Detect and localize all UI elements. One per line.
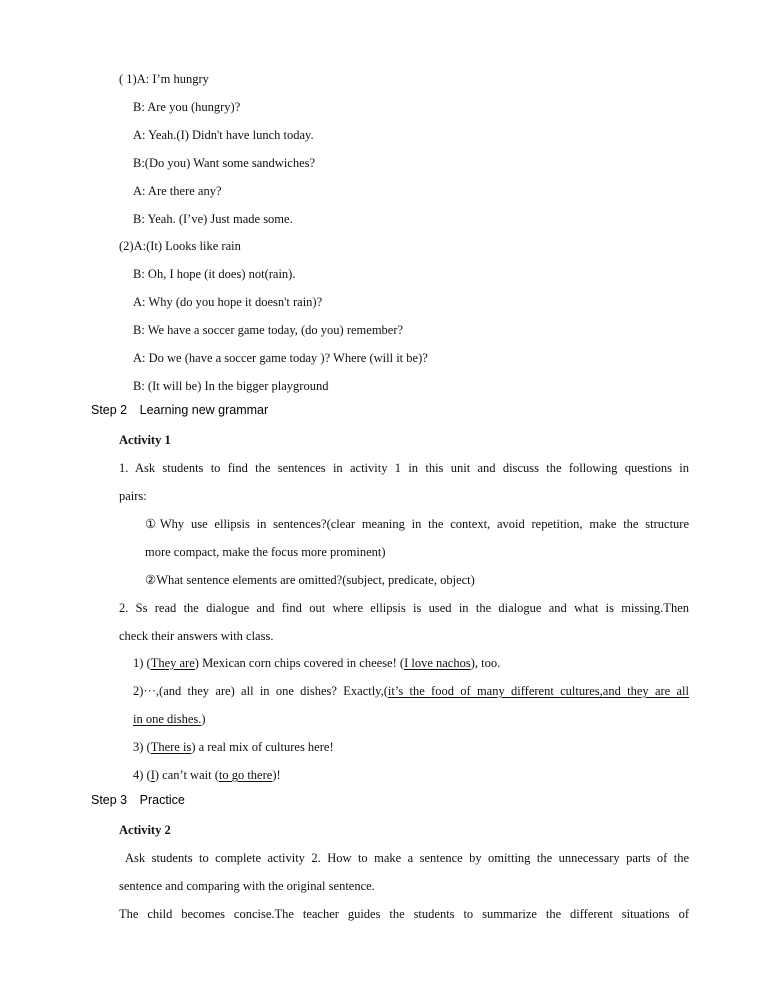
omitted-text: I love nachos	[404, 656, 471, 670]
dialogue-line: (2)A:(It) Looks like rain	[119, 239, 241, 253]
omitted-text: in one dishes.	[133, 712, 202, 726]
dialogue-line: B:(Do you) Want some sandwiches?	[133, 156, 316, 170]
paragraph-line: Ask students to complete activity 2. How to make a sentence by omitting the unnecessary parts of the	[125, 851, 689, 865]
paragraph-line: more compact, make the focus more prominent)	[145, 545, 386, 559]
omitted-text: There is	[150, 740, 192, 754]
omitted-text: it’s the food of many different cultures,and they are all	[387, 684, 689, 698]
answer-line: 4) (I) can’t wait (to go there)!	[133, 768, 281, 782]
activity-title: Activity 2	[119, 823, 171, 837]
answer-line: 3) (There is) a real mix of cultures here!	[133, 740, 334, 754]
paragraph-line: The child becomes concise.The teacher guides the students to summarize the different situations of	[119, 907, 689, 921]
dialogue-line: B: We have a soccer game today, (do you) remember?	[133, 323, 404, 337]
omitted-text: They are	[150, 656, 195, 670]
dialogue-line: B: Yeah. (I’ve) Just made some.	[133, 212, 293, 226]
dialogue-line: B: (It will be) In the bigger playground	[133, 379, 329, 393]
paragraph-line: ②What sentence elements are omitted?(subject, predicate, object)	[145, 573, 475, 587]
dialogue-line: B: Oh, I hope (it does) not(rain).	[133, 267, 296, 281]
activity-title: Activity 1	[119, 433, 171, 447]
paragraph-line: pairs:	[119, 489, 147, 503]
dialogue-line: A: Yeah.(I) Didn't have lunch today.	[133, 128, 314, 142]
paragraph-line: check their answers with class.	[119, 629, 274, 643]
dialogue-line: A: Are there any?	[133, 184, 222, 198]
omitted-text: to go there	[218, 768, 273, 782]
paragraph-line: 2. Ss read the dialogue and find out where ellipsis is used in the dialogue and what is missing.Then	[119, 601, 689, 615]
section-heading: Step 2 Learning new grammar	[91, 403, 269, 417]
paragraph-line: sentence and comparing with the original sentence.	[119, 879, 375, 893]
section-heading: Step 3 Practice	[91, 793, 185, 807]
answer-line: 2)···,(and they are) all in one dishes? Exactly,(it’s the food of many different cultures,and they are all	[133, 684, 689, 698]
dialogue-line: ( 1)A: I’m hungry	[119, 72, 209, 86]
paragraph-line: ①Why use ellipsis in sentences?(clear meaning in the context, avoid repetition, make the structure	[145, 517, 689, 531]
dialogue-line: A: Do we (have a soccer game today )? Where (will it be)?	[133, 351, 428, 365]
dialogue-line: A: Why (do you hope it doesn't rain)?	[133, 295, 323, 309]
dialogue-line: B: Are you (hungry)?	[133, 100, 241, 114]
answer-line: 1) (They are) Mexican corn chips covered in cheese! (I love nachos), too.	[133, 656, 501, 670]
paragraph-line: 1. Ask students to find the sentences in activity 1 in this unit and discuss the following questions in	[119, 461, 689, 475]
omitted-text: I	[150, 768, 155, 782]
answer-line: in one dishes.)	[133, 712, 206, 726]
